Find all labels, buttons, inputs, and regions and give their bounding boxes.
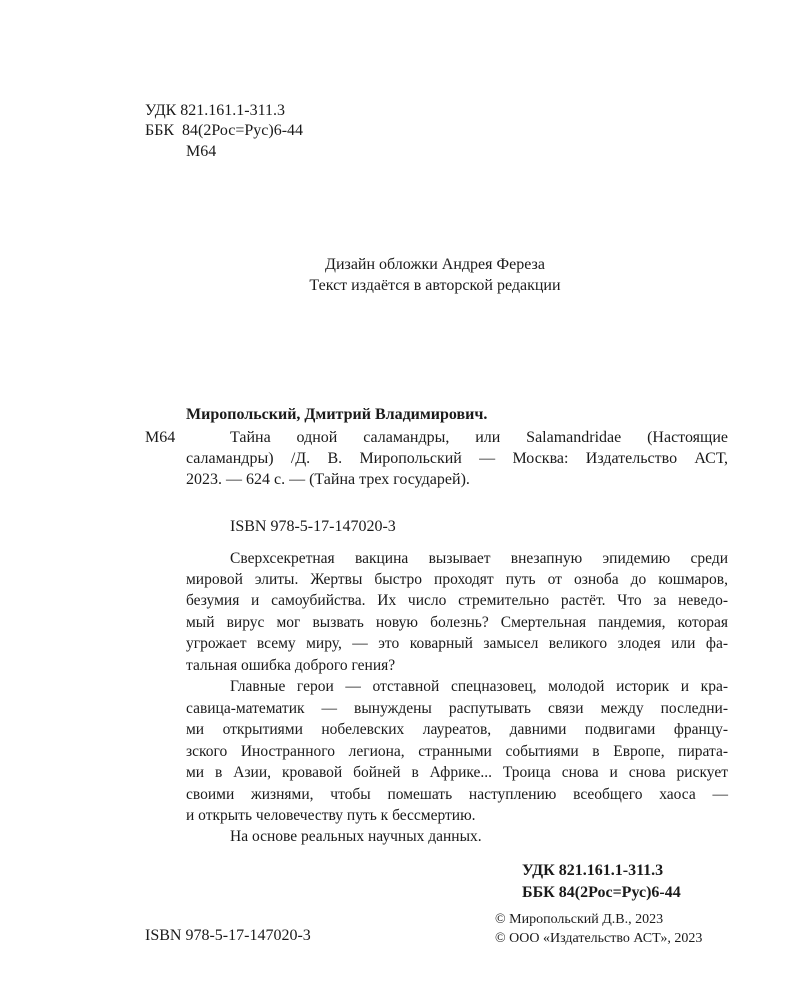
annotation-line: На основе реальных научных данных.: [230, 828, 482, 845]
catalog-line: саламандры) /Д. В. Миропольский — Москва: Издательство АСТ,: [186, 450, 728, 467]
catalog-author: Миропольский, Дмитрий Владимирович.: [186, 406, 488, 423]
bbk-code-bottom: ББК 84(2Рос=Рус)6-44: [522, 884, 681, 901]
author-mark-top: М64: [186, 143, 217, 160]
catalog-author-mark: М64: [145, 429, 176, 446]
annotation-line: зского Иностранного легиона, странными событиями в Европе, пирата-: [186, 743, 728, 760]
annotation-line: Сверхсекретная вакцина вызывает внезапную эпидемию среди: [230, 550, 728, 567]
annotation-line: безумия и самоубийства. Их число стремительно растёт. Что за неведо-: [186, 592, 728, 609]
annotation-line: угрожает всему миру, — это коварный замысел великого злодея или фа-: [186, 635, 728, 652]
bbk-code-top: ББК 84(2Рос=Рус)6-44: [145, 122, 304, 139]
annotation-line: мировой элиты. Жертвы быстро проходят путь от озноба до кошмаров,: [186, 571, 728, 588]
footer-isbn: ISBN 978-5-17-147020-3: [145, 927, 311, 944]
catalog-line: Тайна одной саламандры, или Salamandridae (Настоящие: [230, 429, 728, 446]
annotation-line: тальная ошибка доброго гения?: [186, 657, 396, 674]
copyright-publisher: © ООО «Издательство АСТ», 2023: [495, 931, 703, 946]
edition-note: Текст издаётся в авторской редакции: [309, 277, 561, 294]
annotation-line: мый вирус мог вызвать новую болезнь? Смертельная пандемия, которая: [186, 614, 728, 631]
udk-code-top: УДК 821.161.1-311.3: [145, 102, 286, 119]
annotation-line: своими жизнями, чтобы помешать наступлению всеобщего хаоса —: [186, 786, 728, 803]
udk-code-bottom: УДК 821.161.1-311.3: [522, 862, 664, 879]
catalog-line: 2023. — 624 с. — (Тайна трех государей).: [186, 471, 470, 488]
annotation-line: ми открытиями нобелевских лауреатов, давними подвигами францу-: [186, 721, 728, 738]
annotation-line: Главные герои — отставной спецназовец, молодой историк и кра-: [230, 678, 728, 695]
annotation-line: савица-математик — вынуждены распутывать связи между последни-: [186, 700, 728, 717]
cover-design-credit: Дизайн обложки Андрея Фереза: [325, 256, 545, 273]
catalog-isbn: ISBN 978-5-17-147020-3: [230, 518, 396, 535]
copyright-author: © Миропольский Д.В., 2023: [495, 912, 664, 927]
annotation-line: ми в Азии, кровавой бойней в Африке... Троица снова и снова рискует: [186, 764, 728, 781]
annotation-line: и открыть человечеству путь к бессмертию.: [186, 807, 476, 824]
